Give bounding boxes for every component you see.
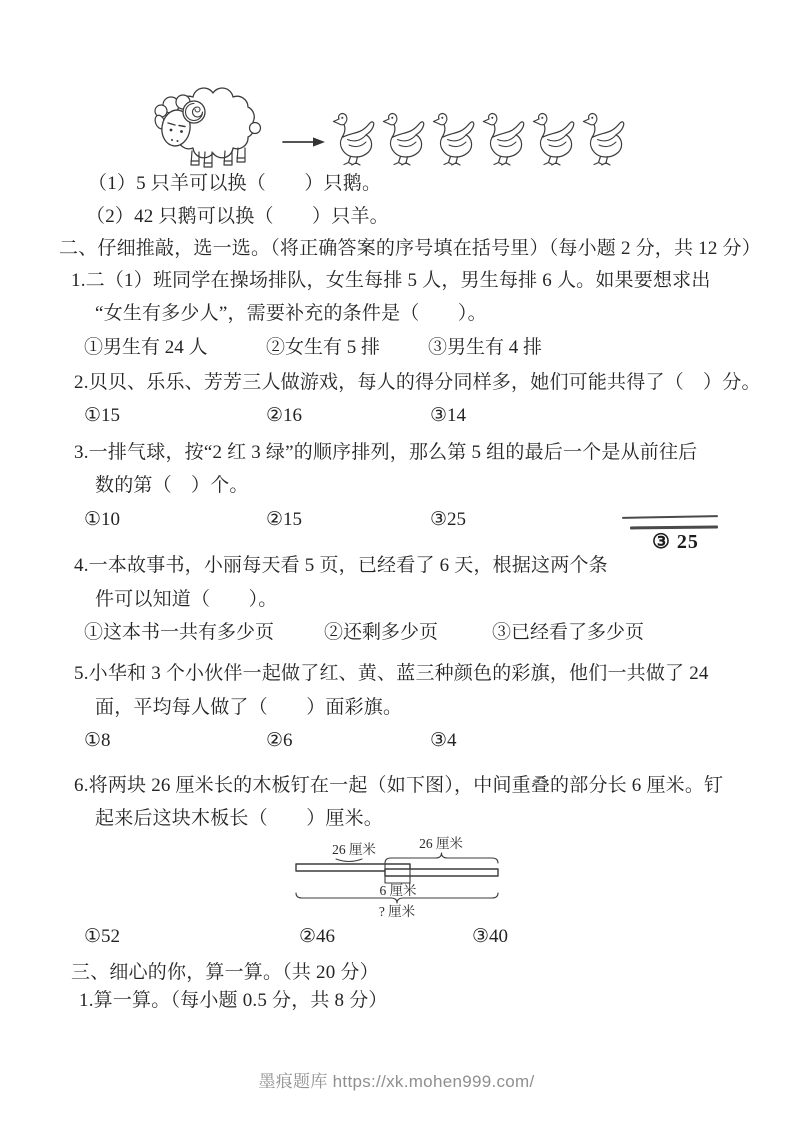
sheep-icon (153, 88, 260, 167)
section-two-title: 二、仔细推敲，选一选。（将正确答案的序号填在括号里）（每小题 2 分，共 12 分） (59, 238, 761, 259)
q4-option-1: ①这本书一共有多少页 (84, 622, 275, 643)
q4-line2: 件可以知道（ ）。 (95, 589, 278, 610)
q6-option-1: ①52 (84, 926, 121, 947)
q2-option-1: ①15 (84, 405, 121, 426)
goose-icon (534, 114, 574, 165)
q1-line1: 1.二（1）班同学在操场排队，女生每排 5 人，男生每排 6 人。如果要想求出 (71, 270, 711, 291)
diagram-right-length-label: 26 厘米 (419, 836, 463, 851)
q1-option-3: ③男生有 4 排 (428, 337, 543, 358)
q2-options (0, 404, 793, 430)
answer-annotation: ③ 25 (652, 531, 699, 553)
sheep-geese-figure (145, 80, 645, 175)
q6-line1: 6.将两块 26 厘米长的木板钉在一起（如下图），中间重叠的部分长 6 厘米。钉 (74, 775, 724, 796)
q5-option-3: ③4 (430, 730, 457, 751)
q1-line2: “女生有多少人”，需要补充的条件是（ ）。 (95, 303, 487, 324)
q5-options (0, 729, 793, 755)
q3-option-1: ①10 (84, 509, 121, 530)
q4-option-3: ③已经看了多少页 (492, 622, 645, 643)
q3-option-3: ③25 (430, 509, 467, 530)
section-three-sub1: 1.算一算。（每小题 0.5 分，共 8 分） (79, 990, 388, 1011)
goose-icon (434, 114, 474, 165)
q6-option-3: ③40 (472, 926, 509, 947)
q4-options (0, 621, 793, 647)
q5-option-2: ②6 (266, 730, 293, 751)
q1-option-2: ②女生有 5 排 (266, 337, 381, 358)
q2-line1: 2.贝贝、乐乐、芳芳三人做游戏，每人的得分同样多，她们可能共得了（ ）分。 (74, 372, 761, 393)
q3-line1: 3.一排气球，按“2 红 3 绿”的顺序排列，那么第 5 组的最后一个是从前往后 (74, 442, 698, 463)
diagram-overlap-label: 6 厘米 (379, 883, 417, 898)
section-three-title: 三、细心的你，算一算。（共 20 分） (71, 962, 379, 983)
q2-option-3: ③14 (430, 405, 467, 426)
q5-line1: 5.小华和 3 个小伙伴一起做了红、黄、蓝三种颜色的彩旗，他们一共做了 24 (74, 663, 709, 684)
goose-icon (484, 114, 524, 165)
goose-icon (334, 114, 374, 165)
q6-options (0, 925, 793, 951)
q1-options (0, 336, 793, 362)
q1-option-1: ①男生有 24 人 (84, 337, 208, 358)
q2-option-2: ②16 (266, 405, 303, 426)
q5-option-1: ①8 (84, 730, 111, 751)
diagram-left-length-label: 26 厘米 (332, 842, 376, 857)
goose-icon (584, 114, 624, 165)
q6-line2: 起来后这块木板长（ ）厘米。 (95, 808, 384, 829)
q5-line2: 面，平均每人做了（ ）面彩旗。 (95, 697, 403, 718)
arrow-icon (283, 137, 325, 146)
goose-icon (384, 114, 424, 165)
q4-line1: 4.一本故事书，小丽每天看 5 页，已经看了 6 天，根据这两个条 (74, 555, 608, 576)
board-overlap-diagram (288, 836, 512, 920)
diagram-total-label: ? 厘米 (378, 904, 416, 919)
footer-credit: 墨痕题库 https://xk.mohen999.com/ (258, 1072, 535, 1091)
barter-question-2: （2）42 只鹅可以换（ ）只羊。 (86, 206, 389, 227)
q3-line2: 数的第（ ）个。 (95, 475, 249, 496)
barter-question-1: （1）5 只羊可以换（ ）只鹅。 (88, 173, 382, 194)
q6-option-2: ②46 (299, 926, 336, 947)
q4-option-2: ②还剩多少页 (324, 622, 439, 643)
q3-option-2: ②15 (266, 509, 303, 530)
